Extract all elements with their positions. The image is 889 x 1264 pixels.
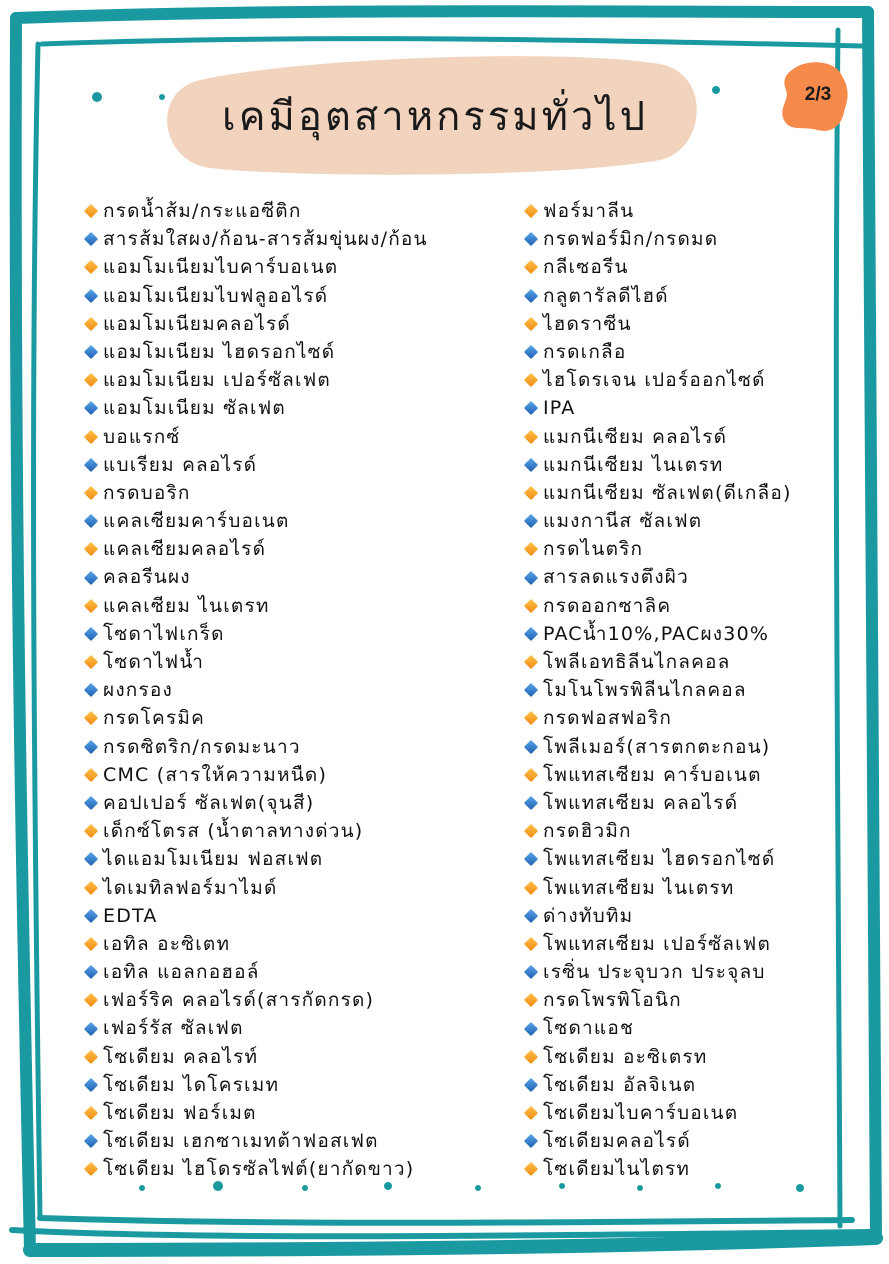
list-item [526, 1127, 792, 1155]
list-item [86, 874, 428, 902]
list-item [526, 648, 792, 676]
blue-diamond-icon [84, 909, 98, 923]
blue-diamond-icon [84, 458, 98, 472]
orange-diamond-icon [524, 204, 538, 218]
list-item [86, 366, 428, 394]
list-item [86, 253, 428, 281]
list-item-label: กลูตารัลดีไฮด์ [543, 284, 669, 307]
list-item-label: ไฮดราซีน [543, 312, 632, 335]
list-item-label: สารลดแรงตึงผิว [543, 566, 689, 589]
list-item [86, 507, 428, 535]
list-item-label: บอแรกซ์ [103, 425, 181, 448]
list-item-label: กรดฮิวมิก [543, 820, 632, 843]
list-item-label: คอปเปอร์ ซัลเฟต(จุนสี) [103, 791, 315, 814]
list-item [526, 1043, 792, 1071]
blue-diamond-icon [84, 796, 98, 810]
orange-diamond-icon [84, 655, 98, 669]
list-item [526, 1155, 792, 1183]
list-item [526, 930, 792, 958]
list-item [86, 789, 428, 817]
orange-diamond-icon [84, 430, 98, 444]
blue-diamond-icon [84, 570, 98, 584]
list-item-label: แมกนีเซียม คลอไรด์ [543, 425, 728, 448]
list-item-label: โซเดียมไบคาร์บอเนต [543, 1102, 739, 1124]
blue-diamond-icon [84, 289, 98, 303]
list-item [526, 958, 792, 986]
list-item-label: โพลีเอทธิลีนไกลคอล [543, 651, 731, 673]
orange-diamond-icon [84, 599, 98, 613]
list-item [86, 1099, 428, 1127]
list-item [86, 225, 428, 253]
list-item-label: โซเดียม เฮกซาเมทต้าฟอสเฟต [103, 1130, 379, 1153]
list-item [526, 310, 792, 338]
list-item-label: แอมโมเนียม ซัลเฟต [103, 397, 286, 420]
orange-diamond-icon [524, 373, 538, 387]
list-item-label: โซเดียม อัลจิเนต [543, 1073, 697, 1096]
list-item [86, 423, 428, 451]
list-item-label: แคลเซียมคาร์บอเนต [103, 510, 290, 533]
orange-diamond-icon [84, 768, 98, 782]
orange-diamond-icon [524, 599, 538, 613]
list-item-label: กรดโพรพิโอนิก [543, 989, 682, 1012]
list-item [526, 1071, 792, 1099]
list-item [526, 253, 792, 281]
list-item-label: เอทิล แอลกอฮอล์ [103, 961, 260, 984]
page-indicator: 2/3 [804, 84, 832, 105]
list-item-label: โซเดียมคลอไรด์ [543, 1130, 691, 1153]
list-item [86, 394, 428, 422]
list-item-label: แอมโมเนียมไบฟลูออไรด์ [103, 284, 329, 307]
list-item-label: เอทิล อะซิเตท [103, 932, 231, 955]
chemical-list-left [86, 197, 428, 1184]
list-item-label: ผงกรอง [103, 679, 174, 702]
blue-diamond-icon [524, 401, 538, 415]
list-item [86, 930, 428, 958]
list-item-label: กรดฟอร์มิก/กรดมด [543, 228, 719, 251]
list-item [526, 282, 792, 310]
blue-diamond-icon [524, 852, 538, 866]
blue-diamond-icon [84, 232, 98, 246]
blue-diamond-icon [524, 514, 538, 528]
blue-diamond-icon [524, 796, 538, 810]
list-item [526, 1099, 792, 1127]
list-item [526, 479, 792, 507]
list-item-label: โพแทสเซียม ไฮดรอกไซด์ [543, 848, 776, 871]
list-item-label: โซเดียม ฟอร์เมต [103, 1102, 257, 1124]
list-item-label: ไดเมทิลฟอร์มาไมด์ [103, 876, 278, 899]
list-item [86, 1127, 428, 1155]
orange-diamond-icon [524, 430, 538, 444]
list-item-label: โพแทสเซียม เปอร์ซัลเฟต [543, 932, 771, 955]
blue-diamond-icon [84, 1134, 98, 1148]
orange-diamond-icon [84, 937, 98, 951]
list-item [86, 761, 428, 789]
list-item-label: แมกนีเซียม ไนเตรท [543, 453, 724, 476]
list-item [86, 310, 428, 338]
blue-diamond-icon [524, 965, 538, 979]
list-item-label: เฟอร์ริค คลอไรด์(สารกัดกรด) [103, 989, 375, 1012]
list-item [86, 986, 428, 1014]
list-item-label: ด่างทับทิม [543, 904, 634, 927]
list-item [526, 535, 792, 563]
list-item-label: แอมโมเนียมคลอไรด์ [103, 312, 291, 335]
orange-diamond-icon [524, 1050, 538, 1064]
list-item [86, 1043, 428, 1071]
list-item-label: โพแทสเซียม คลอไรด์ [543, 791, 739, 814]
orange-diamond-icon [524, 260, 538, 274]
list-item-label: EDTA [103, 904, 158, 927]
list-item-label: เด็กซ์โตรส (น้ำตาลทางด่วน) [103, 820, 364, 843]
list-item [86, 563, 428, 591]
orange-diamond-icon [524, 1106, 538, 1120]
orange-diamond-icon [524, 881, 538, 895]
list-item [86, 1014, 428, 1042]
orange-diamond-icon [84, 1050, 98, 1064]
list-item [526, 592, 792, 620]
list-item-label: โมโนโพรพิลีนไกลคอล [543, 679, 747, 702]
list-item [526, 704, 792, 732]
list-item [526, 733, 792, 761]
list-item-label: โซเดียม คลอไรท์ [103, 1045, 259, 1068]
blue-diamond-icon [524, 627, 538, 641]
list-item [86, 817, 428, 845]
blue-diamond-icon [524, 232, 538, 246]
list-item [86, 1155, 428, 1183]
list-item [86, 958, 428, 986]
list-item [86, 479, 428, 507]
chemical-list-right [526, 197, 792, 1184]
blue-diamond-icon [524, 1021, 538, 1035]
orange-diamond-icon [524, 1162, 538, 1176]
blue-diamond-icon [524, 683, 538, 697]
orange-diamond-icon [524, 542, 538, 556]
list-item [526, 620, 792, 648]
list-item-label: กรดโครมิค [103, 707, 206, 730]
list-item-label: เฟอร์รัส ซัลเฟต [103, 1017, 244, 1040]
list-item-label: โซดาไฟน้ำ [103, 651, 205, 673]
list-item [526, 1014, 792, 1042]
list-item [86, 845, 428, 873]
list-item-label: สารส้มใสผง/ก้อน-สารส้มขุ่นผง/ก้อน [103, 228, 428, 251]
list-item-label: โซดาไฟเกร็ด [103, 622, 225, 645]
list-item [526, 338, 792, 366]
orange-diamond-icon [84, 373, 98, 387]
orange-diamond-icon [524, 711, 538, 725]
orange-diamond-icon [84, 993, 98, 1007]
list-item-label: กรดเกลือ [543, 340, 627, 363]
orange-diamond-icon [524, 937, 538, 951]
blue-diamond-icon [524, 1134, 538, 1148]
orange-diamond-icon [84, 486, 98, 500]
orange-diamond-icon [524, 768, 538, 782]
blue-diamond-icon [84, 1021, 98, 1035]
blue-diamond-icon [84, 740, 98, 754]
list-item [86, 592, 428, 620]
orange-diamond-icon [84, 204, 98, 218]
list-item-label: PACน้ำ10%,PACผง30% [543, 622, 770, 645]
list-item [526, 676, 792, 704]
blue-diamond-icon [524, 740, 538, 754]
blue-diamond-icon [84, 1078, 98, 1092]
orange-diamond-icon [84, 1106, 98, 1120]
list-item-label: กรดไนตริก [543, 538, 644, 561]
list-item-label: แบเรียม คลอไรด์ [103, 453, 258, 476]
list-item [86, 1071, 428, 1099]
list-item [526, 423, 792, 451]
list-item-label: แมกนีเซียม ซัลเฟต(ดีเกลือ) [543, 481, 792, 504]
list-item-label: กรดฟอสฟอริก [543, 707, 673, 730]
list-item-label: เรซิ่น ประจุบวก ประจุลบ [543, 961, 766, 984]
blue-diamond-icon [84, 965, 98, 979]
list-item-label: ไดแอมโมเนียม ฟอสเฟต [103, 848, 324, 871]
orange-diamond-icon [524, 486, 538, 500]
list-item [86, 535, 428, 563]
list-item-label: ไฮโดรเจน เปอร์ออกไซด์ [543, 369, 766, 392]
list-item-label: กรดออกซาลิค [543, 594, 672, 617]
list-item [526, 394, 792, 422]
list-item-label: โซเดียม ไฮโดรซัลไฟต์(ยากัดขาว) [103, 1158, 415, 1181]
list-item [526, 789, 792, 817]
list-item [86, 902, 428, 930]
list-item-label: แคลเซียมคลอไรด์ [103, 538, 267, 561]
list-item-label: โซเดียม ไดโครเมท [103, 1073, 280, 1096]
list-item-label: คลอรีนผง [103, 566, 191, 589]
blue-diamond-icon [524, 458, 538, 472]
page-title: เคมีอุตสาหกรรมทั่วไป [222, 94, 648, 140]
list-item-label: กรดน้ำส้ม/กระแอซีติก [103, 200, 302, 222]
list-item-label: โซเดียม อะซิเตรท [543, 1045, 708, 1068]
orange-diamond-icon [524, 655, 538, 669]
list-item-label: แมงกานีส ซัลเฟต [543, 510, 703, 533]
list-item-label: โพลีเมอร์(สารตกตะกอน) [543, 735, 771, 758]
list-item [526, 366, 792, 394]
list-item [526, 986, 792, 1014]
list-item-label: โพแทสเซียม ไนเตรท [543, 876, 735, 899]
orange-diamond-icon [84, 542, 98, 556]
list-item [526, 817, 792, 845]
list-item-label: IPA [543, 397, 576, 420]
blue-diamond-icon [84, 852, 98, 866]
orange-diamond-icon [524, 824, 538, 838]
list-item [526, 902, 792, 930]
blue-diamond-icon [524, 1078, 538, 1092]
orange-diamond-icon [84, 260, 98, 274]
list-item [526, 507, 792, 535]
list-item [86, 197, 428, 225]
list-item [526, 761, 792, 789]
list-item-label: กลีเซอรีน [543, 256, 629, 279]
blue-diamond-icon [524, 345, 538, 359]
list-item [86, 676, 428, 704]
list-item [86, 704, 428, 732]
list-item [526, 225, 792, 253]
list-item-label: กรดบอริก [103, 481, 191, 504]
orange-diamond-icon [84, 711, 98, 725]
blue-diamond-icon [524, 289, 538, 303]
list-item [86, 451, 428, 479]
list-item [526, 197, 792, 225]
list-item [86, 282, 428, 310]
list-item [86, 648, 428, 676]
list-item-label: แอมโมเนียม ไฮดรอกไซด์ [103, 340, 336, 363]
list-item [526, 845, 792, 873]
blue-diamond-icon [84, 345, 98, 359]
list-item [526, 451, 792, 479]
list-item-label: ฟอร์มาลีน [543, 200, 635, 222]
list-item-label: โซเดียมไนไตรท [543, 1158, 691, 1181]
orange-diamond-icon [84, 881, 98, 895]
orange-diamond-icon [84, 1162, 98, 1176]
orange-diamond-icon [84, 824, 98, 838]
list-item-label: โพแทสเซียม คาร์บอเนต [543, 763, 762, 786]
blue-diamond-icon [524, 909, 538, 923]
blue-diamond-icon [84, 627, 98, 641]
orange-diamond-icon [524, 317, 538, 331]
orange-diamond-icon [524, 993, 538, 1007]
list-item-label: แอมโมเนียม เปอร์ซัลเฟต [103, 369, 331, 392]
list-item [526, 874, 792, 902]
list-item-label: CMC (สารให้ความหนืด) [103, 763, 328, 786]
list-item-label: แคลเซียม ไนเตรท [103, 594, 270, 617]
blue-diamond-icon [84, 401, 98, 415]
list-item-label: โซดาแอช [543, 1017, 635, 1040]
list-item [526, 563, 792, 591]
list-item [86, 338, 428, 366]
list-item-label: กรดซิตริก/กรดมะนาว [103, 735, 301, 758]
blue-diamond-icon [84, 514, 98, 528]
blue-diamond-icon [524, 570, 538, 584]
list-item [86, 733, 428, 761]
orange-diamond-icon [84, 317, 98, 331]
blue-diamond-icon [84, 683, 98, 697]
list-item-label: แอมโมเนียมไบคาร์บอเนต [103, 256, 339, 279]
list-item [86, 620, 428, 648]
